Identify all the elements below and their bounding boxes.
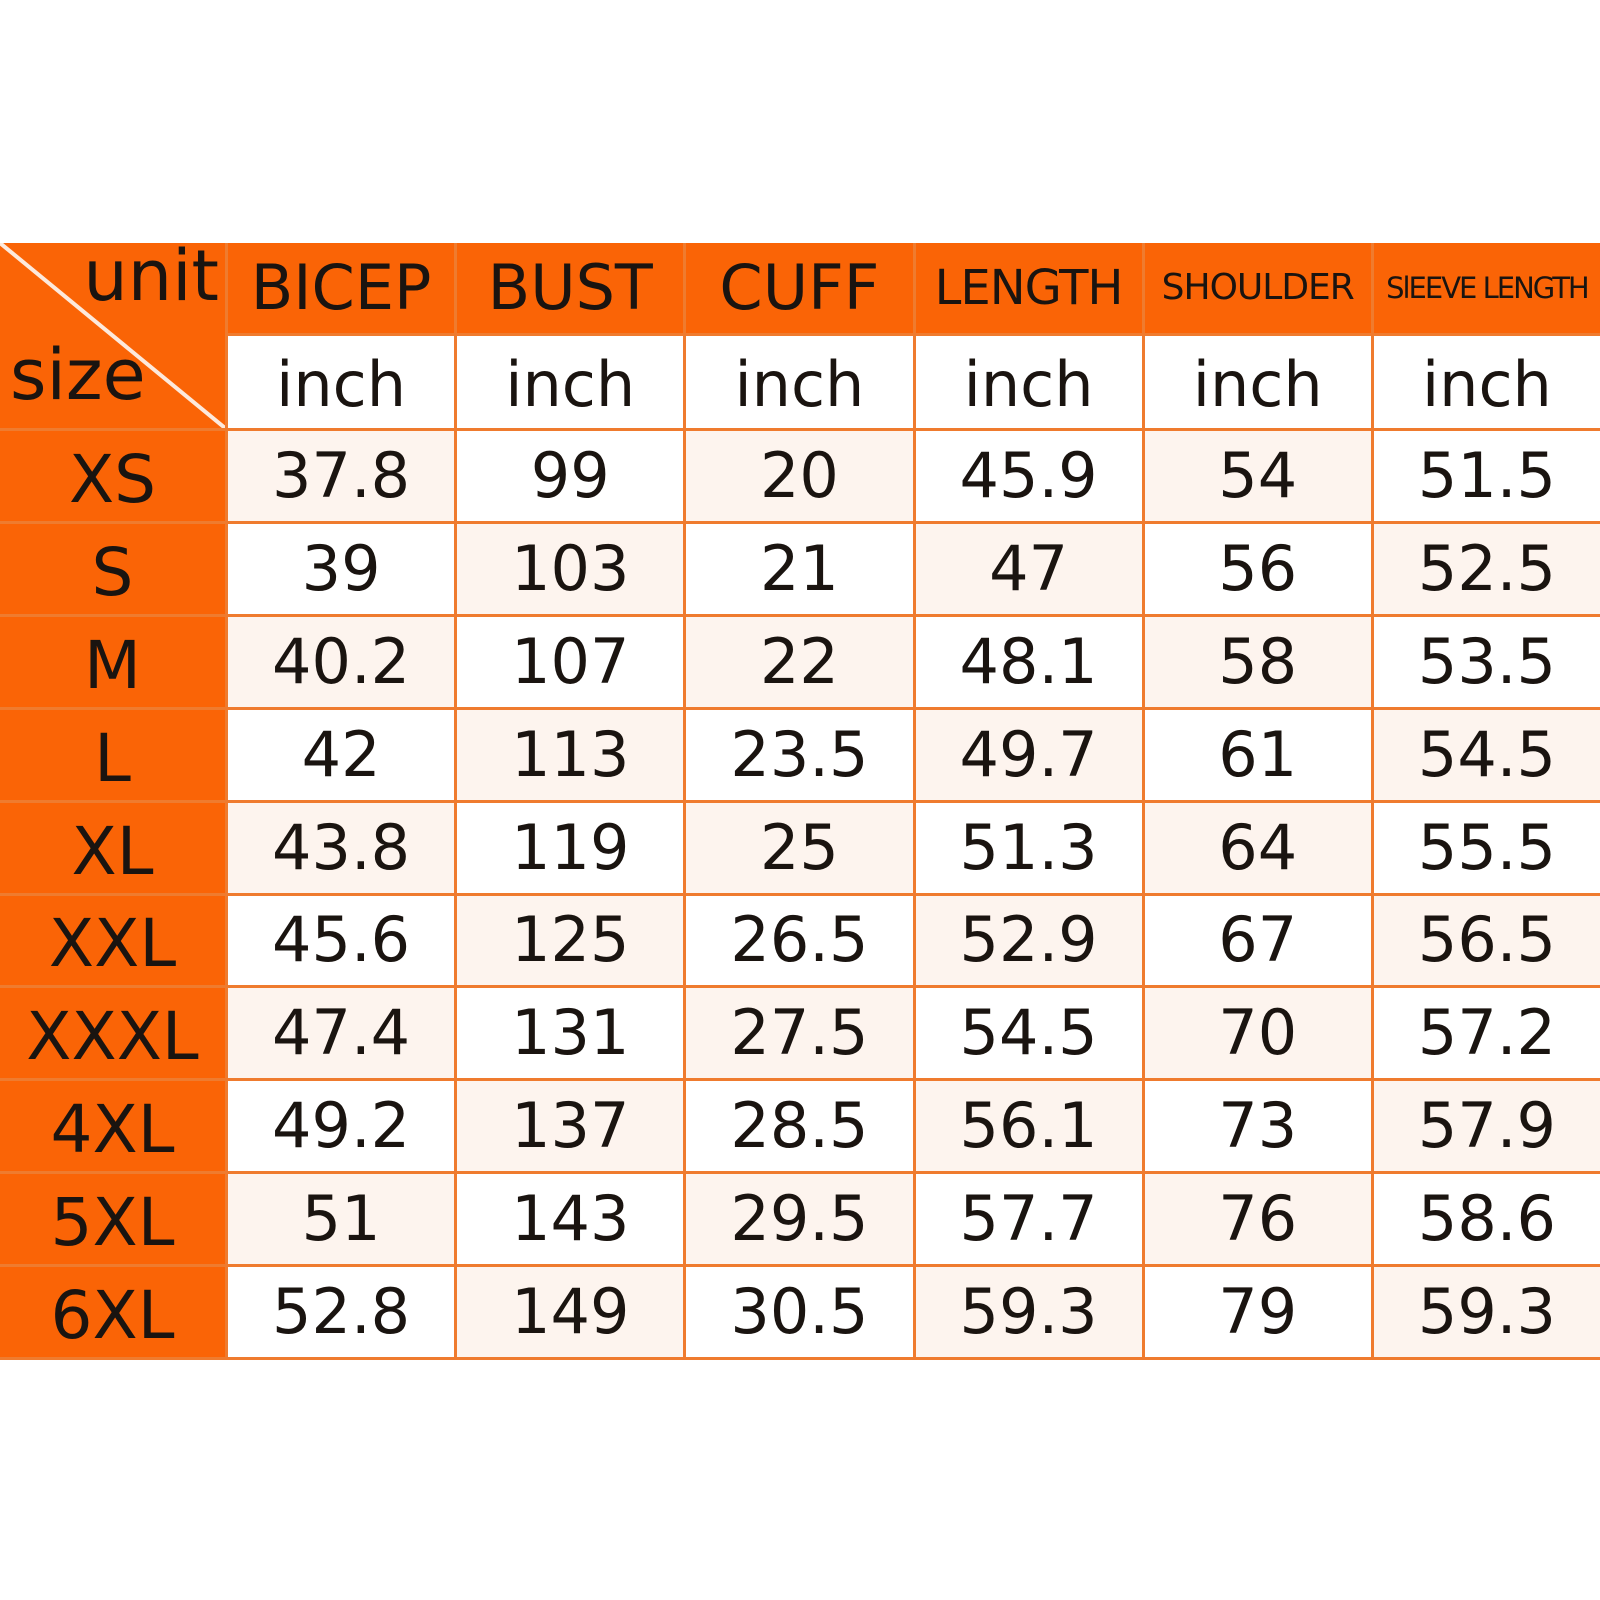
measurement-cell: 54 [1145,431,1371,521]
measurement-cell: 23.5 [686,710,912,800]
measurement-cell: 56.5 [1374,896,1600,986]
unit-cell: inch [916,336,1142,428]
measurement-cell: 125 [457,896,683,986]
measurement-cell: 51.5 [1374,431,1600,521]
column-header-sleeve-length: SlEEVE LENGTH [1374,243,1600,333]
measurement-cell: 42 [228,710,454,800]
measurement-cell: 131 [457,988,683,1078]
measurement-cell: 49.7 [916,710,1142,800]
measurement-cell: 30.5 [686,1267,912,1357]
measurement-cell: 51 [228,1174,454,1264]
measurement-cell: 99 [457,431,683,521]
measurement-cell: 73 [1145,1081,1371,1171]
size-chart-table [0,243,1600,1360]
measurement-cell: 58 [1145,617,1371,707]
unit-cell: inch [457,336,683,428]
measurement-cell: 27.5 [686,988,912,1078]
corner-header-cell [0,243,225,428]
measurement-cell: 40.2 [228,617,454,707]
measurement-cell: 29.5 [686,1174,912,1264]
measurement-cell: 59.3 [916,1267,1142,1357]
measurement-cell: 119 [457,803,683,893]
measurement-cell: 25 [686,803,912,893]
measurement-cell: 37.8 [228,431,454,521]
column-header-cuff: CUFF [686,243,912,333]
corner-unit-label: unit [83,243,219,317]
measurement-cell: 52.5 [1374,524,1600,614]
unit-cell: inch [686,336,912,428]
measurement-cell: 107 [457,617,683,707]
size-label-cell: 6XL [0,1267,225,1357]
measurement-cell: 143 [457,1174,683,1264]
measurement-cell: 56 [1145,524,1371,614]
size-label-cell: 4XL [0,1081,225,1171]
size-label-cell: 5XL [0,1174,225,1264]
measurement-cell: 56.1 [916,1081,1142,1171]
measurement-cell: 59.3 [1374,1267,1600,1357]
unit-cell: inch [1145,336,1371,428]
measurement-cell: 47.4 [228,988,454,1078]
measurement-cell: 45.9 [916,431,1142,521]
measurement-cell: 49.2 [228,1081,454,1171]
measurement-cell: 53.5 [1374,617,1600,707]
measurement-cell: 137 [457,1081,683,1171]
size-label-cell: M [0,617,225,707]
size-label-cell: XL [0,803,225,893]
column-header-shoulder: SHOULDER [1145,243,1371,333]
measurement-cell: 52.8 [228,1267,454,1357]
corner-size-label: size [10,334,146,416]
measurement-cell: 51.3 [916,803,1142,893]
measurement-cell: 21 [686,524,912,614]
measurement-cell: 22 [686,617,912,707]
measurement-cell: 58.6 [1374,1174,1600,1264]
size-label-cell: S [0,524,225,614]
size-label-cell: XXL [0,896,225,986]
measurement-cell: 26.5 [686,896,912,986]
measurement-cell: 70 [1145,988,1371,1078]
measurement-cell: 149 [457,1267,683,1357]
measurement-cell: 57.9 [1374,1081,1600,1171]
column-header-bicep: BICEP [228,243,454,333]
measurement-cell: 54.5 [916,988,1142,1078]
measurement-cell: 113 [457,710,683,800]
measurement-cell: 103 [457,524,683,614]
measurement-cell: 48.1 [916,617,1142,707]
measurement-cell: 28.5 [686,1081,912,1171]
unit-cell: inch [1374,336,1600,428]
measurement-cell: 39 [228,524,454,614]
measurement-cell: 54.5 [1374,710,1600,800]
measurement-cell: 76 [1145,1174,1371,1264]
size-label-cell: XS [0,431,225,521]
size-label-cell: L [0,710,225,800]
measurement-cell: 64 [1145,803,1371,893]
column-header-bust: BUST [457,243,683,333]
measurement-cell: 79 [1145,1267,1371,1357]
unit-cell: inch [228,336,454,428]
measurement-cell: 57.2 [1374,988,1600,1078]
measurement-cell: 20 [686,431,912,521]
measurement-cell: 55.5 [1374,803,1600,893]
column-header-length: LENGTH [916,243,1142,333]
measurement-cell: 47 [916,524,1142,614]
measurement-cell: 57.7 [916,1174,1142,1264]
size-label-cell: XXXL [0,988,225,1078]
measurement-cell: 61 [1145,710,1371,800]
measurement-cell: 52.9 [916,896,1142,986]
measurement-cell: 67 [1145,896,1371,986]
measurement-cell: 45.6 [228,896,454,986]
measurement-cell: 43.8 [228,803,454,893]
